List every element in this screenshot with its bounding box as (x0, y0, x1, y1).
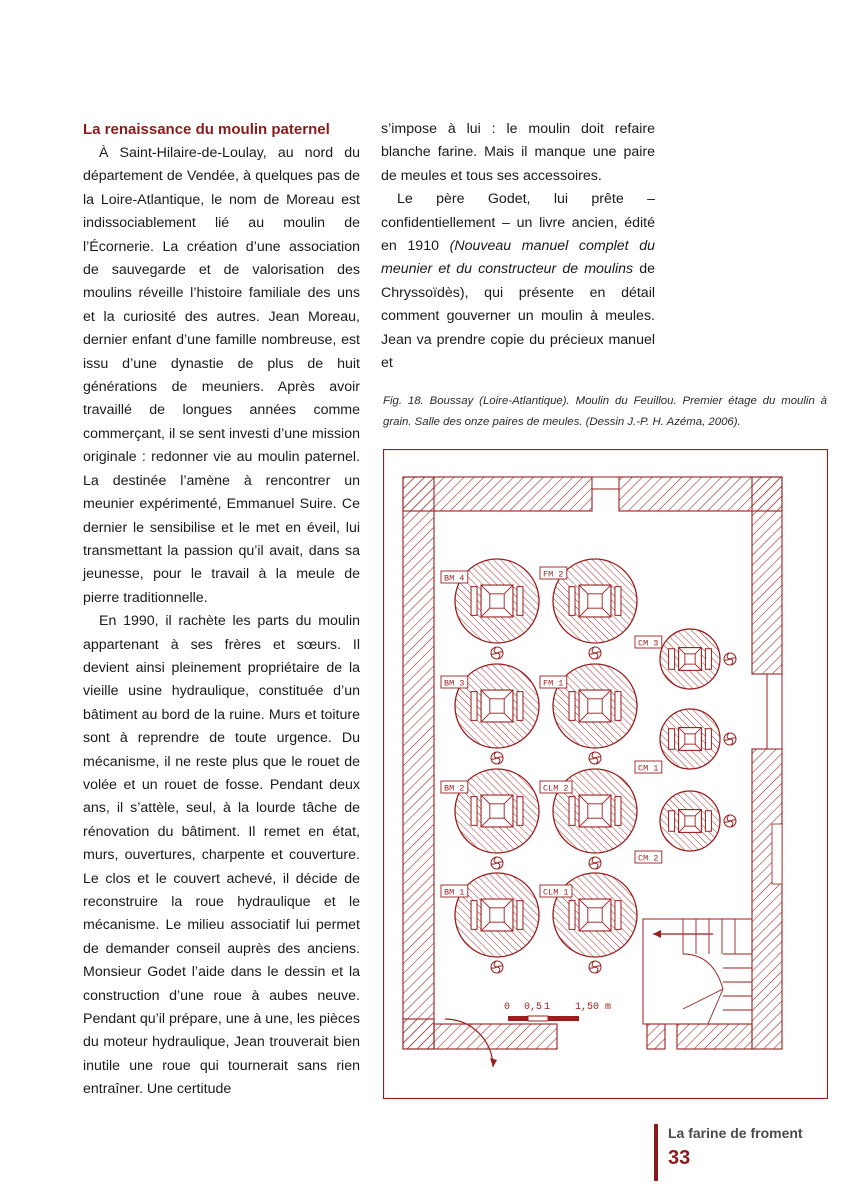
hopper-eye (490, 804, 504, 818)
stair-step (708, 989, 723, 1024)
wall-section (752, 749, 782, 1049)
window-opening (772, 824, 782, 884)
wall-section (647, 1024, 665, 1049)
rail (569, 797, 575, 826)
window-opening (592, 477, 619, 489)
hopper-eye (490, 908, 504, 922)
stair-step (683, 989, 723, 1009)
scale-tick-label: 0,5 (524, 1002, 543, 1013)
rail (471, 587, 477, 616)
rail (471, 692, 477, 721)
millstone-label: CLM 2 (543, 783, 569, 794)
rail (517, 692, 523, 721)
millstone-label: BM 4 (444, 573, 465, 584)
gear-icon (491, 961, 503, 973)
rail (517, 901, 523, 930)
scale-segment (548, 1016, 579, 1021)
figure-caption: Fig. 18. Boussay (Loire-Atlantique). Moulin du Feuillou. Premier étage du moulin à grain. Salle des onze paires de meules. (Dessin J.-P. H. Azéma, 2006). (383, 395, 827, 428)
rail (669, 811, 675, 832)
wall-section (677, 1024, 752, 1049)
hopper-eye (588, 908, 602, 922)
right-column (381, 118, 655, 375)
millstone-label: BM 1 (444, 887, 465, 898)
left-column (83, 118, 360, 1102)
wall-section (752, 477, 782, 674)
page-number: 33 (668, 1147, 691, 1169)
hopper-eye (685, 816, 695, 826)
hopper-eye (588, 804, 602, 818)
rail (471, 797, 477, 826)
gear-icon (724, 815, 736, 827)
millstone (660, 709, 720, 769)
door-arrow-head (490, 1058, 497, 1067)
mill-floor-plan (383, 449, 828, 1099)
millstone-label: BM 2 (444, 783, 465, 794)
scale-bar (504, 1002, 611, 1021)
millstone-label: CM 3 (638, 638, 659, 649)
rail (615, 797, 621, 826)
gear-icon (491, 647, 503, 659)
millstone-label: FM 1 (543, 678, 564, 689)
scale-segment (528, 1016, 548, 1021)
hopper-eye (490, 699, 504, 713)
paragraph: s’impose à lui : le moulin doit refaire blanche farine. Mais il manque une paire de meules et tous ses accessoires. (381, 121, 655, 184)
wall-section (403, 477, 434, 1049)
millstone-label: CM 1 (638, 763, 659, 774)
millstone (660, 791, 720, 851)
wall-section (403, 1019, 434, 1049)
rail (569, 692, 575, 721)
rail (669, 729, 675, 750)
rail (517, 797, 523, 826)
gear-icon (724, 653, 736, 665)
millstone-label: CLM 1 (543, 887, 569, 898)
hopper-eye (588, 699, 602, 713)
stair-curve (683, 954, 723, 989)
rail (705, 649, 711, 670)
scale-tick-label: 0 (504, 1002, 511, 1013)
scale-tick-label: 1 (544, 1002, 551, 1013)
paragraph-text: Le père Godet, lui prête – confidentiellement – un livre ancien, édité en 1910 (381, 191, 655, 255)
gear-icon (589, 647, 601, 659)
rail (517, 587, 523, 616)
millstone (660, 629, 720, 689)
book-title: (Nouveau manuel complet du meunier et du constructeur de moulins (381, 238, 655, 278)
stair-arrow-head (653, 930, 661, 938)
rail (705, 729, 711, 750)
gear-icon (589, 752, 601, 764)
millstone-label: FM 2 (543, 569, 564, 580)
gear-icon (589, 857, 601, 869)
rail (615, 587, 621, 616)
hopper-eye (685, 654, 695, 664)
paragraph-text: de Chryssoïdès), qui présente en détail comment gouverner un moulin à meules. Jean va prendre copie du précieux manuel et (381, 261, 655, 372)
scale-segment (508, 1016, 528, 1021)
hopper-eye (588, 594, 602, 608)
rail (615, 692, 621, 721)
hopper-eye (685, 734, 695, 744)
paragraph: En 1990, il rachète les parts du moulin appartenant à ses frères et sœurs. Il devient ainsi pleinement propriétaire de la vieille usine hydraulique, constituée d’un bâtiment au bord de la ruine. Murs et toiture sont à reprendre de toute urgence. Du mécanisme, il ne reste plus que le rouet de volée et un rouet de fosse. Pendant deux ans, il s’attèle, seul, à la lourde tâche de rénovation du bâtiment. Il remet en état, murs, ouvertures, charpente et couverture. Le clos et le couvert achevé, il décide de reconstruire la roue hydraulique et le mécanisme. Le milieu associatif lui permet de demander conseil auprès des anciens. Monsieur Godet l’aide dans le dessin et la construction d’une roue à aubes neuve. Pendant qu’il prépare, une à une, les pièces du moteur hydraulique, Jean trouverait bien inutile une roue qui tournerait sans rien entraîner. Une certitude (83, 613, 360, 1098)
footer-accent-bar (654, 1124, 658, 1181)
scale-tick-label: 1,50 m (575, 1002, 612, 1013)
running-title: La farine de froment (668, 1125, 803, 1141)
section-heading: La renaissance du moulin paternel (83, 121, 330, 138)
gear-icon (491, 752, 503, 764)
rail (615, 901, 621, 930)
window-opening (767, 674, 782, 749)
rail (569, 901, 575, 930)
millstone-label: BM 3 (444, 678, 465, 689)
wall-section (434, 1024, 557, 1049)
gear-icon (491, 857, 503, 869)
hopper-eye (490, 594, 504, 608)
gear-icon (589, 961, 601, 973)
rail (705, 811, 711, 832)
rail (569, 587, 575, 616)
rail (669, 649, 675, 670)
gear-icon (724, 733, 736, 745)
millstone-label: CM 2 (638, 853, 659, 864)
rail (471, 901, 477, 930)
floor-plan-drawing (383, 449, 828, 1099)
paragraph (381, 188, 655, 375)
paragraph: À Saint-Hilaire-de-Loulay, au nord du département de Vendée, à quelques pas de la Loire-Atlantique, le nom de Moreau est indissociablement lié au moulin de l’Écornerie. La création d’une association de sauvegarde et de valorisation des moulins réveille l’histoire familiale des uns et la curiosité des autres. Jean Moreau, dernier enfant d’une famille nombreuse, est issu d’une dynastie de plus de huit générations de meuniers. Après avoir travaillé de longues années comme commerçant, il se sent investi d’une mission originale : redonner vie au moulin paternel. La destinée l’amène à rencontrer un meunier expérimenté, Emmanuel Suire. Ce dernier le sensibilise et le met en éveil, lui transmettant la passion qu’il avait, dans sa jeunesse, pour le travail à la meule de pierre traditionnelle. (83, 145, 360, 606)
